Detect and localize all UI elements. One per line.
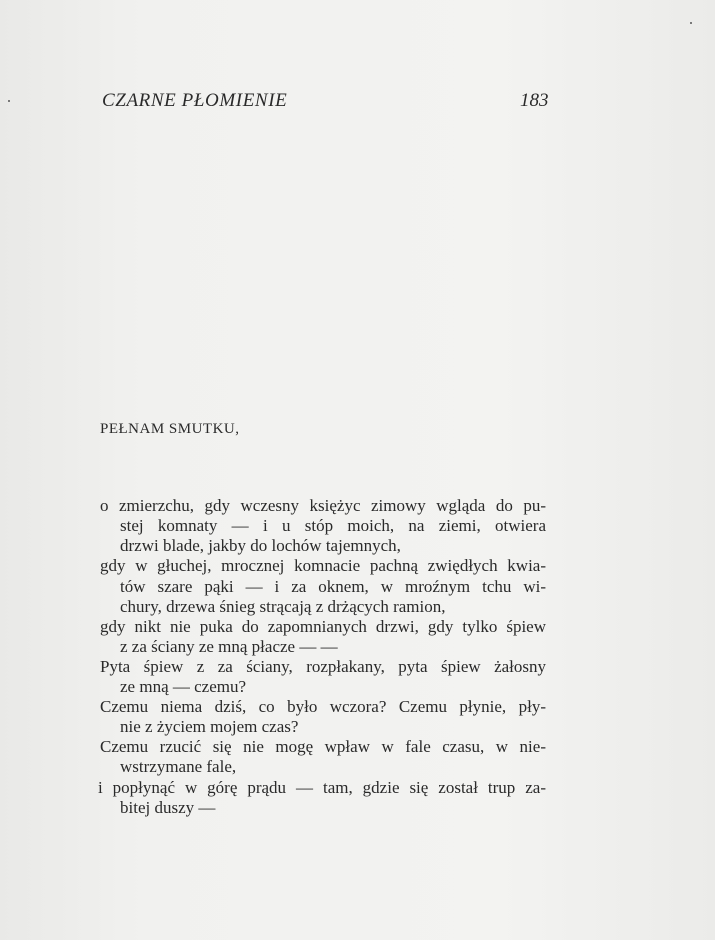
poem-line: z za ściany ze mną płacze — — <box>120 637 338 656</box>
running-title: CZARNE PŁOMIENIE <box>102 90 288 111</box>
poem-line: stej komnaty — i u stóp moich, na ziemi, otwiera <box>120 516 546 535</box>
poem-line: ze mną — czemu? <box>120 677 247 696</box>
poem-line: Czemu rzucić się nie mogę wpław w fale czasu, w nie- <box>100 737 546 756</box>
poem-line: Czemu niema dziś, co było wczora? Czemu płynie, pły- <box>100 697 546 716</box>
poem-line: tów szare pąki — i za oknem, w mroźnym tchu wi- <box>120 577 546 596</box>
poem-line: drzwi blade, jakby do lochów tajemnych, <box>120 536 401 555</box>
section-title: PEŁNAM SMUTKU, <box>100 421 240 437</box>
poem-line: gdy nikt nie puka do zapomnianych drzwi, gdy tylko śpiew <box>100 617 546 636</box>
scan-speck <box>8 100 10 102</box>
poem-line: chury, drzewa śnieg strącają z drżących ramion, <box>120 597 446 616</box>
poem-line: i popłynąć w górę prądu — tam, gdzie się został trup za- <box>98 778 546 797</box>
poem-line: o zmierzchu, gdy wczesny księżyc zimowy wgląda do pu- <box>100 496 546 515</box>
page-number: 183 <box>520 90 549 111</box>
poem-line: gdy w głuchej, mrocznej komnacie pachną zwiędłych kwia- <box>100 556 546 575</box>
poem-line: bitej duszy — <box>120 798 216 817</box>
poem-line: nie z życiem mojem czas? <box>120 717 299 736</box>
poem-line: wstrzymane fale, <box>120 757 237 776</box>
poem-line: Pyta śpiew z za ściany, rozpłakany, pyta śpiew żałosny <box>100 657 546 676</box>
scan-speck <box>690 22 692 24</box>
